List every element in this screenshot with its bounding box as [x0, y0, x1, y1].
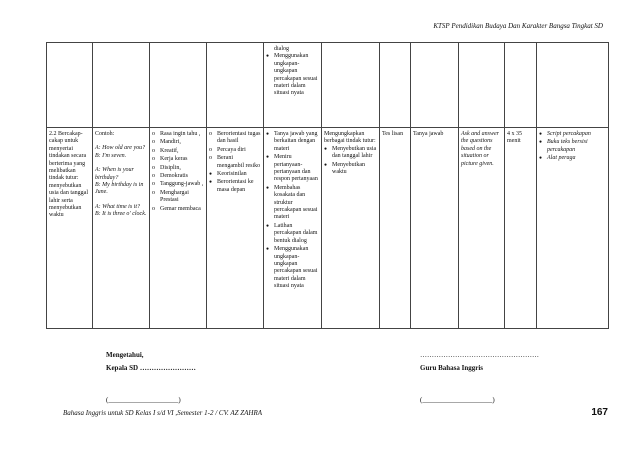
page-header: KTSP Pendidikan Budaya Dan Karakter Bangsa Tingkat SD — [433, 22, 603, 30]
indicator-intro: Mengungkapkan berbagai tindak tutur: — [324, 131, 376, 145]
signature-right-title: Guru Bahasa Inggris — [420, 364, 484, 372]
table-row — [47, 128, 609, 329]
example-line: B: My birthday is in June. — [95, 182, 144, 196]
form-text: Tanya jawab — [413, 131, 444, 137]
time-text: 4 x 35 menit — [507, 131, 522, 145]
table-row — [47, 43, 609, 128]
syllabus-table — [46, 42, 609, 329]
character-values-cell — [150, 128, 207, 329]
time-cell — [505, 128, 537, 329]
list-item: o Kerja keras — [160, 156, 204, 163]
list-item: o Tanggung-jawab , — [160, 181, 204, 188]
entrepreneurship-cell — [207, 128, 264, 329]
list-item: ● Menggunakan ungkapan-ungkapan percakapan sesuai materi dalam situasi nyata — [274, 246, 319, 290]
competency-cell — [47, 128, 93, 329]
form-cell — [411, 128, 459, 329]
instrument-cell — [459, 128, 505, 329]
list-item: o Berani mengambil resiko — [217, 155, 261, 170]
list-item: ● Menggunakan ungkapan-ungkapan percakapan sesuai materi dalam situasi nyata — [274, 53, 319, 97]
sources-cell — [537, 128, 609, 329]
list-item: o Mandiri, — [160, 139, 204, 146]
list-item: o Menghargai Prestasi — [160, 190, 204, 205]
example-line: B: I'm seven. — [95, 152, 127, 159]
list-item: ● Berorientasi ke masa depan — [217, 179, 261, 194]
material-cell — [93, 128, 150, 329]
example-line: A: How old are you? — [95, 145, 146, 152]
list-item: ● Menyebutkan waktu — [332, 162, 377, 177]
indicator-cell — [322, 128, 380, 329]
list-item: ● Meniru pertanyaan-pertanyaan dan respon pertanyaan — [274, 154, 319, 184]
example-line: B: It is three o' clock. — [95, 211, 147, 218]
list-item: o Gemar membaca — [160, 206, 204, 213]
list-item: o Demokratis — [160, 173, 204, 180]
list-item: ● Menyebutkan usia dan tanggal lahir — [332, 146, 377, 161]
technique-text: Tes lisan — [382, 131, 404, 137]
list-item: o Disiplin, — [160, 165, 204, 172]
list-item: ● Keorisinilan — [217, 171, 261, 178]
signature-left-label: Mengetahui, — [106, 351, 144, 359]
page-footer: Bahasa Inggris untuk SD Kelas I s/d VI ,Semester 1-2 / CV. AZ ZAHRA — [63, 409, 263, 417]
list-item: ● Script percakapan — [547, 131, 606, 138]
page-number: 167 — [591, 407, 608, 418]
competency-text: 2.2 Bercakap-cakap untuk menyertai tindakan secara berterima yang melibatkan tindak tutur: menyebutkan usia dan tanggal lahir serta menyebutkan waktu — [49, 131, 88, 219]
list-item: dialog — [274, 46, 289, 52]
list-item: o Kreatif, — [160, 148, 204, 155]
signature-right-dots: …………………………………………… — [420, 351, 539, 359]
list-item: o Rasa ingin tahu , — [160, 131, 204, 138]
example-line: A: When is your birthday? — [95, 167, 134, 181]
list-item: o Berorientasi tugas dan hasil — [217, 131, 261, 146]
signature-left-title: Kepala SD …………………… — [106, 364, 196, 372]
example-line: A: What time is it? — [95, 203, 140, 210]
signature-left-blank: (____________________) — [106, 396, 181, 404]
instrument-text: Ask and answer the questions based on the situation or picture given. — [461, 131, 499, 167]
learning-activity-cell — [264, 43, 322, 128]
list-item: ● Alat peraga — [547, 155, 606, 162]
list-item: ● Latihan percakapan dalam bentuk dialog — [274, 223, 319, 245]
list-item: ● Buku teks bersisi percakapan — [547, 139, 606, 154]
signature-right-blank: (____________________) — [420, 396, 495, 404]
technique-cell — [380, 128, 411, 329]
example-label: Contoh: — [95, 131, 115, 137]
list-item: ● Tanya jawab yang berkaitan dengan materi — [274, 131, 319, 153]
list-item: o Percaya diri — [217, 147, 261, 154]
learning-activity-cell — [264, 128, 322, 329]
list-item: ● Membahas kosakata dan struktur percakapan sesuai materi — [274, 185, 319, 222]
